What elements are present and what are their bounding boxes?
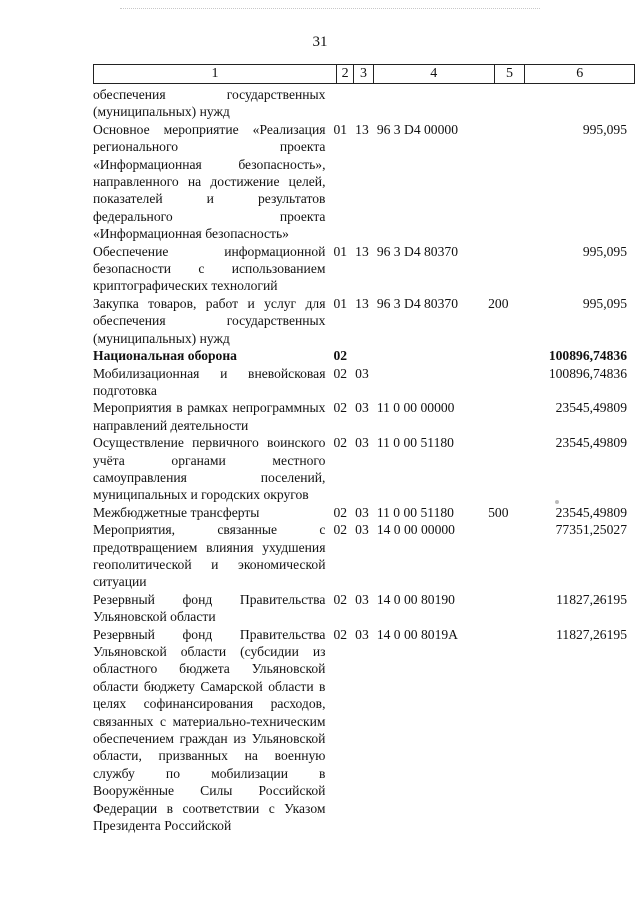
row-amount: 995,095: [582, 243, 627, 259]
row-description: Мобилизационная и вневойсковая подготовка: [93, 365, 326, 398]
header-col-6: 6: [576, 66, 584, 81]
row-subsection-code: 13: [355, 295, 369, 311]
row-section-code: 02: [333, 591, 348, 607]
row-subsection-code: 13: [355, 121, 369, 137]
row-subsection-code: 03: [355, 435, 369, 451]
scan-artifact-dots: [120, 8, 540, 13]
table-row: [93, 121, 635, 243]
page-number: 31: [312, 34, 328, 50]
row-description: Национальная оборона: [93, 348, 237, 364]
row-amount: 11827,26195: [556, 591, 627, 607]
row-description: Резервный фонд Правительства Ульяновской области (субсидии из областного бюджета Ульяновской области бюджету Самарской области в целях софинансирования расходов, связанных с материально-техническим обеспечением граждан из Ульяновской области, призванных на военную службу по мобилизации в Вооружённые Силы Российской Федерации в соответствии с Указом Президента Российской: [93, 626, 326, 834]
row-subsection-code: 03: [355, 400, 369, 416]
table-row: [93, 295, 635, 347]
table-header: [93, 64, 635, 84]
row-expense-type: 200: [488, 295, 509, 311]
row-section-code: 01: [333, 243, 348, 259]
row-amount: 77351,25027: [555, 522, 627, 538]
row-section-code: 01: [333, 121, 348, 137]
row-section-code: 02: [333, 435, 348, 451]
table-row: [93, 504, 635, 521]
row-description: Основное мероприятие «Реализация регионального проекта «Информационная безопасность», направленного на достижение целей, показателей и результатов федерального проекта «Информационная безопасность»: [93, 121, 326, 242]
row-subsection-code: 03: [355, 522, 369, 538]
row-amount: 100896,74836: [548, 348, 627, 364]
row-section-code: 02: [333, 504, 348, 520]
row-description: обеспечения государственных (муниципальных) нужд: [93, 87, 326, 120]
row-description: Межбюджетные трансферты: [93, 504, 260, 520]
row-description: Обеспечение информационной безопасности с использованием криптографических технологий: [93, 243, 326, 294]
row-target-article: 14 0 00 80190: [376, 591, 455, 607]
row-amount: 995,095: [582, 121, 627, 137]
row-subsection-code: 13: [355, 243, 369, 259]
row-target-article: 96 3 D4 00000: [376, 121, 458, 137]
row-section-code: 02: [333, 348, 348, 364]
row-section-code: 01: [333, 295, 348, 311]
row-description: Закупка товаров, работ и услуг для обеспечения государственных (муниципальных) нужд: [93, 295, 326, 346]
row-description: Мероприятия, связанные с предотвращением влияния ухудшения геополитической и экономической ситуации: [93, 522, 326, 590]
row-target-article: 96 3 D4 80370: [376, 295, 458, 311]
row-target-article: 11 0 00 51180: [376, 504, 454, 520]
table-row: [93, 347, 635, 364]
row-subsection-code: 03: [355, 591, 369, 607]
row-section-code: 02: [333, 400, 348, 416]
row-subsection-code: 03: [355, 504, 369, 520]
row-amount: 23545,49809: [555, 435, 627, 451]
row-description: Осуществление первичного воинского учёта органами местного самоуправления поселений, муниципальных и городских округов: [93, 435, 326, 503]
table-row: [93, 591, 635, 626]
header-col-4: 4: [374, 65, 495, 83]
header-col-2: 2: [337, 65, 354, 83]
table-row: [93, 434, 635, 504]
budget-table-body: [93, 86, 635, 834]
row-amount: 11827,26195: [556, 626, 627, 642]
row-section-code: 02: [333, 365, 348, 381]
row-section-code: 02: [333, 522, 348, 538]
row-amount: 100896,74836: [548, 365, 627, 381]
row-section-code: 02: [333, 626, 348, 642]
row-description: Мероприятия в рамках непрограммных направлений деятельности: [93, 400, 326, 433]
table-row: [93, 365, 635, 400]
table-row: [93, 243, 635, 295]
row-target-article: 11 0 00 51180: [376, 435, 454, 451]
row-amount: 995,095: [582, 295, 627, 311]
row-target-article: 14 0 00 00000: [376, 522, 455, 538]
row-target-article: 11 0 00 00000: [376, 400, 455, 416]
row-subsection-code: 03: [355, 626, 369, 642]
table-row: [93, 399, 635, 434]
table-row: [93, 521, 635, 591]
header-col-3: 3: [354, 65, 374, 83]
header-col-1: 1: [94, 65, 337, 83]
row-target-article: 96 3 D4 80370: [376, 243, 458, 259]
table-row: [93, 626, 635, 835]
row-amount: 23545,49809: [555, 400, 627, 416]
table-row: [93, 86, 635, 121]
row-target-article: 14 0 00 8019А: [376, 626, 458, 642]
row-expense-type: 500: [488, 504, 509, 520]
row-amount: 23545,49809: [555, 504, 627, 520]
row-subsection-code: 03: [355, 365, 369, 381]
header-col-5: 5: [495, 65, 526, 83]
row-description: Резервный фонд Правительства Ульяновской области: [93, 591, 326, 625]
